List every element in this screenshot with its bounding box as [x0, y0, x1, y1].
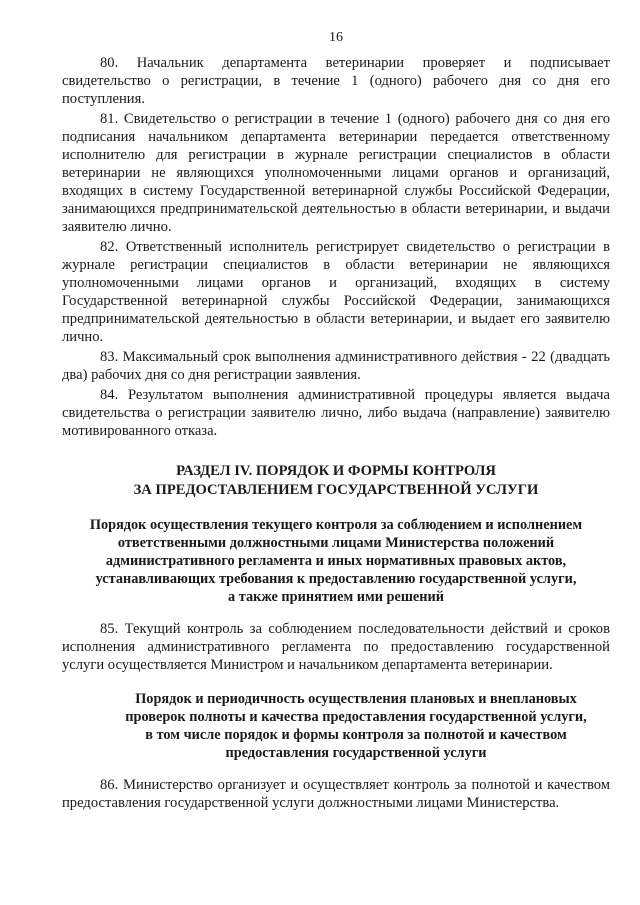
subsection-2-line-3: в том числе порядок и формы контроля за полнотой и качеством	[145, 727, 567, 743]
paragraph-83: 83. Максимальный срок выполнения административного действия - 22 (двадцать два) рабочих дня со дня регистрации заявления.	[62, 349, 610, 383]
section-title-line-2: ЗА ПРЕДОСТАВЛЕНИЕМ ГОСУДАРСТВЕННОЙ УСЛУГИ	[133, 482, 539, 498]
subsection-title-inspections	[62, 690, 610, 762]
subsection-1-line-2: ответственными должностными лицами Министерства положений	[117, 535, 555, 551]
subsection-1-line-4: устанавливающих требования к предоставлению государственной услуги,	[95, 571, 577, 587]
section-title	[62, 462, 610, 500]
paragraph-81: 81. Свидетельство о регистрации в течение 1 (одного) рабочего дня со дня его подписания начальником департамента ветеринарии передается ответственному исполнителю для регистрации в журнале регистрации специалистов в области ветеринарии не являющихся уполномоченными лицами органов и организаций, входящих в систему Государственной ветеринарной службы Российской Федерации, занимающихся предпринимательской деятельностью в области ветеринарии, и выдачи заявителю лично.	[62, 111, 610, 235]
document-page	[62, 0, 610, 905]
subsection-1-line-3: административного регламента и иных нормативных правовых актов,	[105, 553, 567, 569]
paragraph-85: 85. Текущий контроль за соблюдением последовательности действий и сроков исполнения административного регламента по предоставлению государственной услуги осуществляется Министром и начальником департамента ветеринарии.	[62, 621, 610, 673]
subsection-1-line-1: Порядок осуществления текущего контроля за соблюдением и исполнением	[89, 517, 583, 533]
subsection-2-line-1: Порядок и периодичность осуществления плановых и внеплановых	[135, 691, 577, 707]
paragraph-82: 82. Ответственный исполнитель регистрирует свидетельство о регистрации в журнале регистрации специалистов в области ветеринарии не являющихся уполномоченными лицами органов и организаций, входящих в систему Государственной ветеринарной службы Российской Федерации, занимающихся предпринимательской деятельностью в области ветеринарии, и выдает его заявителю лично.	[62, 239, 610, 345]
page-number: 16	[329, 30, 343, 45]
subsection-2-line-4: предоставления государственной услуги	[225, 745, 487, 761]
subsection-1-line-5: а также принятием ими решений	[228, 589, 444, 605]
paragraph-86: 86. Министерство организует и осуществляет контроль за полнотой и качеством предоставления государственной услуги должностными лицами Министерства.	[62, 777, 610, 811]
paragraph-84: 84. Результатом выполнения административной процедуры является выдача свидетельства о регистрации заявителю лично, либо выдача (направление) заявителю мотивированного отказа.	[62, 387, 610, 439]
subsection-title-current-control	[62, 516, 610, 606]
paragraph-80: 80. Начальник департамента ветеринарии проверяет и подписывает свидетельство о регистрации, в течение 1 (одного) рабочего дня со дня его поступления.	[62, 55, 610, 107]
section-title-line-1: РАЗДЕЛ IV. ПОРЯДОК И ФОРМЫ КОНТРОЛЯ	[176, 463, 496, 479]
document-content	[62, 54, 610, 814]
subsection-2-line-2: проверок полноты и качества предоставления государственной услуги,	[125, 709, 587, 725]
